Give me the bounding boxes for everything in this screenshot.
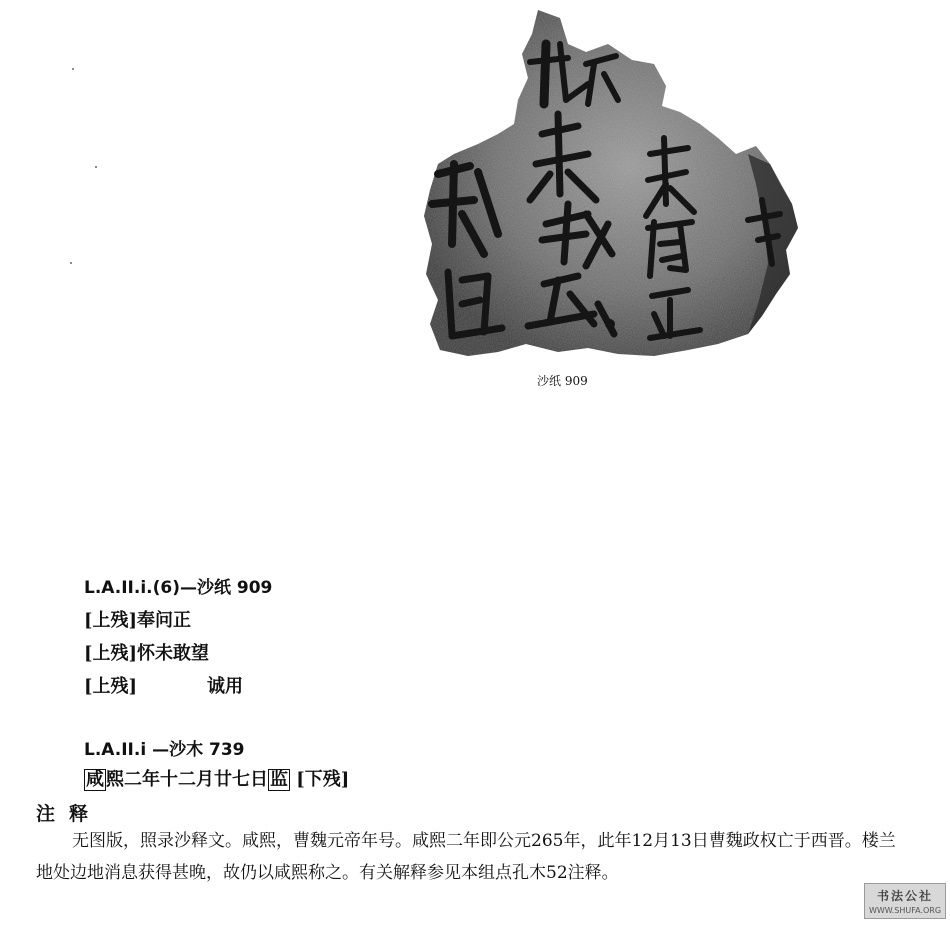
entry1-line-2 xyxy=(84,639,209,665)
scan-speck xyxy=(95,166,97,168)
entry1-line-1 xyxy=(84,606,191,632)
scan-speck xyxy=(70,262,72,264)
scan-speck xyxy=(72,68,74,70)
manuscript-photo xyxy=(418,4,810,362)
transcription-text: 怀未敢望 xyxy=(137,643,210,664)
notes-body: 无图版，照录沙释文。咸熙，曹魏元帝年号。咸熙二年即公元265年，此年12月13日曹魏政权亡于西晋。楼兰地处边地消息获得甚晚，故仍以咸熙称之。有关解释参见本组点孔木52注释。 xyxy=(36,831,896,883)
entry2-heading: L.A.II.i —沙木 739 xyxy=(84,740,245,760)
boxed-character: 监 xyxy=(270,769,288,790)
watermark-title: 书法公社 xyxy=(876,889,933,903)
transcription-text: 熙二年十二月廿七日 xyxy=(106,769,268,790)
transcription-text: 诚用 xyxy=(207,676,244,697)
watermark-url: WWW.SHUFA.ORG xyxy=(868,906,942,915)
lacuna-bracket: [上残] xyxy=(84,676,138,697)
watermark-logo xyxy=(864,883,946,919)
lacuna-bracket: [上残] xyxy=(84,610,138,631)
notes-heading: 注释 xyxy=(36,803,103,825)
lacuna-tail: [下残] xyxy=(290,769,350,790)
boxed-character: 咸 xyxy=(86,769,104,790)
entry2-line xyxy=(84,765,349,791)
entry1-line-3 xyxy=(84,672,243,698)
paper-fragment-image xyxy=(418,4,810,362)
photo-caption: 沙纸 909 xyxy=(537,374,588,388)
lacuna-bracket: [上残] xyxy=(84,643,138,664)
transcription-text: 奉问正 xyxy=(137,610,192,631)
entry1-heading: L.A.II.i.(6)—沙纸 909 xyxy=(84,578,273,598)
